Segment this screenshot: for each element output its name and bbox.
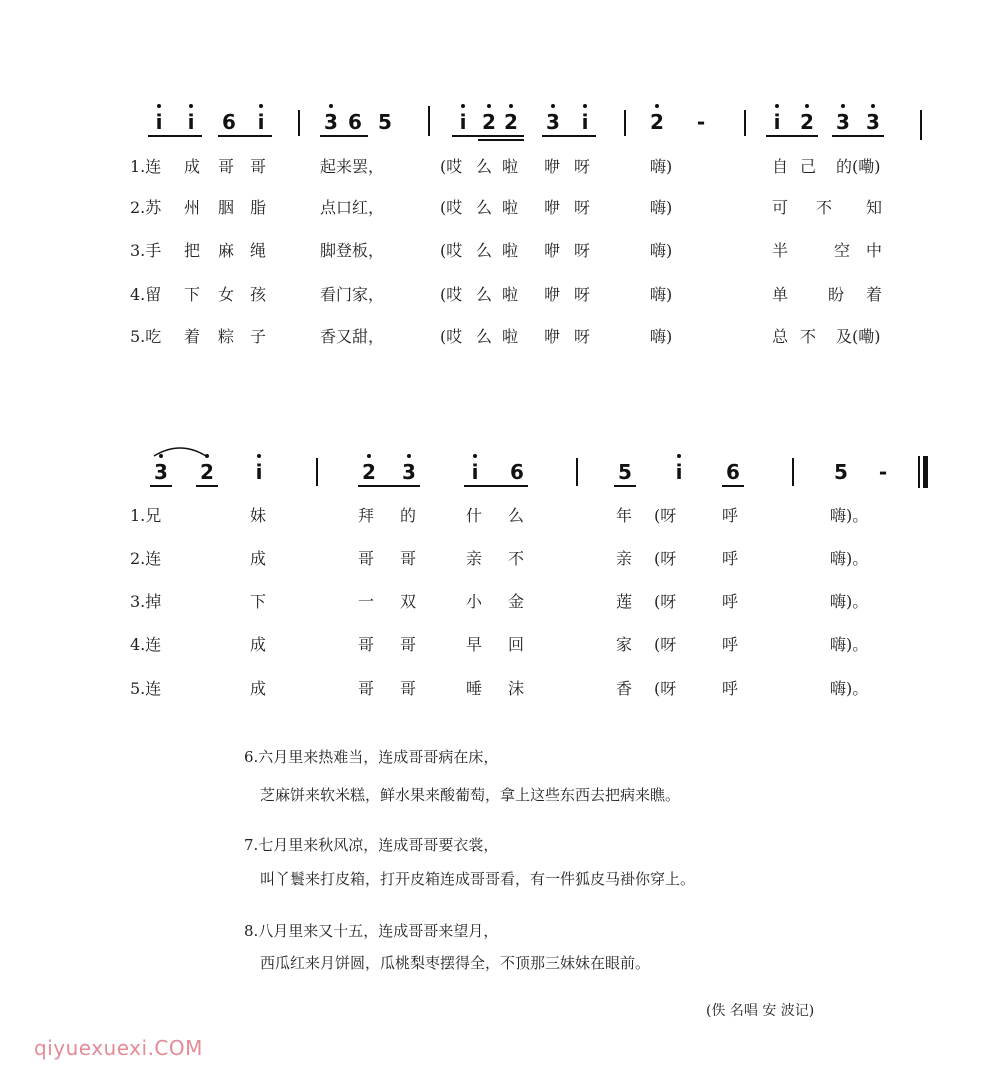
lyric-syllable: 不	[508, 549, 525, 568]
octave-dot	[805, 104, 809, 108]
lyric-syllable: 呀	[574, 241, 591, 260]
lyric-syllable: 嗨)。	[830, 549, 869, 568]
lyric-syllable: 小	[466, 592, 483, 611]
bar-line	[316, 458, 318, 486]
lyric-syllable: 莲	[616, 592, 633, 611]
lyric-syllable: 及(嘞)	[836, 327, 881, 346]
lyric-syllable: 呀	[574, 157, 591, 176]
octave-dot	[841, 104, 845, 108]
note: i	[187, 110, 195, 134]
rhythm-underline	[766, 135, 818, 137]
lyric-syllable: 拜	[358, 506, 375, 525]
note: i	[773, 110, 781, 134]
octave-dot	[775, 104, 779, 108]
lyric-syllable: 回	[508, 635, 525, 654]
lyric-syllable: 总	[772, 327, 789, 346]
rhythm-underline	[218, 135, 272, 137]
lyric-syllable: 盼	[828, 285, 845, 304]
lyric-syllable: 嗨)。	[830, 635, 869, 654]
lyric-syllable: 亲	[466, 549, 483, 568]
lyric-syllable: 的	[400, 506, 417, 525]
lyric-syllable: 成	[250, 635, 267, 654]
lyric-syllable: 哥	[358, 679, 375, 698]
lyric-syllable: 1.连	[130, 157, 162, 176]
lyric-syllable: 3.掉	[130, 592, 162, 611]
note: i	[581, 110, 589, 134]
octave-dot	[367, 454, 371, 458]
lyric-syllable: 看门家，	[320, 285, 385, 304]
lyric-syllable: 绳	[250, 241, 267, 260]
performer-credit: (佚 名唱 安 波记)	[706, 1003, 815, 1019]
lyric-syllable: 嗨)	[650, 285, 673, 304]
lyric-syllable: 呀	[574, 327, 591, 346]
rhythm-underline	[722, 485, 744, 487]
lyric-syllable: 呼	[722, 549, 739, 568]
lyric-syllable: 唾	[466, 679, 483, 698]
verse-6-line-1: 6.六月里来热难当，连成哥哥病在床，	[244, 748, 499, 766]
rhythm-underline	[150, 485, 172, 487]
note: 5	[378, 110, 392, 134]
lyric-syllable: 成	[250, 549, 267, 568]
verse-6-line-2: 芝麻饼来软米糕，鲜水果来酸葡萄，拿上这些东西去把病来瞧。	[260, 786, 681, 804]
note: 6	[348, 110, 362, 134]
lyric-syllable: 么	[476, 198, 493, 217]
lyric-syllable: 咿	[544, 198, 561, 217]
rhythm-underline	[464, 485, 528, 487]
lyric-syllable: 年	[616, 506, 633, 525]
lyric-syllable: 哥	[358, 549, 375, 568]
note: i	[257, 110, 265, 134]
lyric-syllable: 金	[508, 592, 525, 611]
lyric-syllable: 2.苏	[130, 198, 162, 217]
lyric-syllable: 啦	[502, 285, 519, 304]
rhythm-underline	[614, 485, 636, 487]
note: 2	[504, 110, 518, 134]
lyric-syllable: 女	[218, 285, 235, 304]
lyric-syllable: 哥	[400, 549, 417, 568]
note: 2	[800, 110, 814, 134]
octave-dot	[257, 454, 261, 458]
lyric-syllable: 脂	[250, 198, 267, 217]
rhythm-underline	[320, 135, 368, 137]
lyric-syllable: 哥	[400, 679, 417, 698]
octave-dot	[677, 454, 681, 458]
note: 3	[836, 110, 850, 134]
lyric-syllable: 空	[834, 241, 851, 260]
note: 3	[154, 460, 168, 484]
lyric-syllable: 呼	[722, 506, 739, 525]
lyric-syllable: 呀	[574, 198, 591, 217]
bar-line	[624, 110, 626, 136]
bar-line	[792, 458, 794, 486]
lyric-syllable: 啦	[502, 198, 519, 217]
rhythm-underline	[478, 139, 524, 141]
lyric-syllable: 咿	[544, 327, 561, 346]
octave-dot	[509, 104, 513, 108]
lyric-syllable: 4.连	[130, 635, 162, 654]
note: i	[471, 460, 479, 484]
lyric-syllable: 么	[476, 327, 493, 346]
lyric-syllable: 什	[466, 506, 483, 525]
note: 2	[362, 460, 376, 484]
octave-dot	[655, 104, 659, 108]
lyric-syllable: 啦	[502, 241, 519, 260]
lyric-syllable: 哥	[400, 635, 417, 654]
lyric-syllable: 粽	[218, 327, 235, 346]
lyric-syllable: 呼	[722, 635, 739, 654]
lyric-syllable: 孩	[250, 285, 267, 304]
lyric-syllable: 5.吃	[130, 327, 162, 346]
bar-line	[428, 106, 430, 136]
lyric-syllable: 家	[616, 635, 633, 654]
octave-dot	[583, 104, 587, 108]
lyric-syllable: 不	[816, 198, 833, 217]
lyric-syllable: (哎	[440, 327, 463, 346]
lyric-syllable: 嗨)	[650, 198, 673, 217]
lyric-syllable: 哥	[250, 157, 267, 176]
lyric-syllable: 己	[800, 157, 817, 176]
verse-8-line-1: 8.八月里来又十五，连成哥哥来望月，	[244, 922, 499, 940]
lyric-syllable: 咿	[544, 241, 561, 260]
lyric-syllable: 麻	[218, 241, 235, 260]
lyric-syllable: 成	[250, 679, 267, 698]
lyric-syllable: 嗨)。	[830, 506, 869, 525]
lyric-syllable: 么	[476, 157, 493, 176]
lyric-syllable: 啦	[502, 157, 519, 176]
lyric-syllable: 香又甜，	[320, 327, 385, 346]
lyric-syllable: 嗨)	[650, 241, 673, 260]
lyric-syllable: 下	[184, 285, 201, 304]
lyric-syllable: 嗨)。	[830, 679, 869, 698]
bar-line	[744, 110, 746, 136]
lyric-syllable: 一	[358, 592, 375, 611]
octave-dot	[407, 454, 411, 458]
lyric-syllable: 3.手	[130, 241, 162, 260]
rhythm-underline	[196, 485, 218, 487]
note: 2	[650, 110, 664, 134]
lyric-syllable: 下	[250, 592, 267, 611]
final-bar-line	[918, 456, 920, 488]
lyric-syllable: 脚登板，	[320, 241, 385, 260]
lyric-syllable: 亲	[616, 549, 633, 568]
lyric-syllable: 可	[772, 198, 789, 217]
bar-line	[298, 110, 300, 136]
lyric-syllable: (哎	[440, 157, 463, 176]
note: 2	[482, 110, 496, 134]
octave-dot	[329, 104, 333, 108]
lyric-syllable: (呀	[654, 592, 677, 611]
note: 5	[618, 460, 632, 484]
watermark-logo: qiyuexuexi.COM	[34, 1036, 203, 1060]
lyric-syllable: 半	[772, 241, 789, 260]
lyric-syllable: 嗨)	[650, 327, 673, 346]
lyric-syllable: 么	[476, 285, 493, 304]
lyric-syllable: (呀	[654, 506, 677, 525]
note: 3	[402, 460, 416, 484]
lyric-syllable: 啦	[502, 327, 519, 346]
note: 2	[200, 460, 214, 484]
note: 6	[726, 460, 740, 484]
note: i	[155, 110, 163, 134]
octave-dot	[189, 104, 193, 108]
lyric-syllable: 把	[184, 241, 201, 260]
lyric-syllable: (哎	[440, 198, 463, 217]
note: -	[696, 110, 706, 134]
octave-dot	[205, 454, 209, 458]
verse-7-line-2: 叫丫鬟来打皮箱，打开皮箱连成哥哥看，有一件狐皮马褂你穿上。	[260, 870, 696, 888]
octave-dot	[487, 104, 491, 108]
lyric-syllable: 么	[508, 506, 525, 525]
lyric-syllable: 着	[866, 285, 883, 304]
lyric-syllable: 着	[184, 327, 201, 346]
lyric-syllable: 哥	[218, 157, 235, 176]
octave-dot	[159, 454, 163, 458]
octave-dot	[473, 454, 477, 458]
note: -	[878, 460, 888, 484]
octave-dot	[551, 104, 555, 108]
note: 6	[222, 110, 236, 134]
note: 5	[834, 460, 848, 484]
lyric-syllable: 单	[772, 285, 789, 304]
note: 3	[324, 110, 338, 134]
lyric-syllable: (呀	[654, 635, 677, 654]
rhythm-underline	[358, 485, 420, 487]
lyric-syllable: 4.留	[130, 285, 162, 304]
lyric-syllable: 哥	[358, 635, 375, 654]
lyric-syllable: 子	[250, 327, 267, 346]
note: i	[675, 460, 683, 484]
final-bar-line-thick	[923, 456, 928, 488]
lyric-syllable: 么	[476, 241, 493, 260]
lyric-syllable: 中	[866, 241, 883, 260]
note: 6	[510, 460, 524, 484]
lyric-syllable: 成	[184, 157, 201, 176]
lyric-syllable: 呀	[574, 285, 591, 304]
octave-dot	[871, 104, 875, 108]
lyric-syllable: 不	[800, 327, 817, 346]
lyric-syllable: 早	[466, 635, 483, 654]
lyric-syllable: 香	[616, 679, 633, 698]
octave-dot	[461, 104, 465, 108]
note: 3	[546, 110, 560, 134]
lyric-syllable: 咿	[544, 157, 561, 176]
lyric-syllable: 嗨)	[650, 157, 673, 176]
lyric-syllable: 咿	[544, 285, 561, 304]
lyric-syllable: 胭	[218, 198, 235, 217]
lyric-syllable: 双	[400, 592, 417, 611]
lyric-syllable: 点口红，	[320, 198, 385, 217]
note: 3	[866, 110, 880, 134]
note: i	[459, 110, 467, 134]
verse-7-line-1: 7.七月里来秋风凉，连成哥哥要衣裳，	[244, 836, 499, 854]
rhythm-underline	[148, 135, 202, 137]
rhythm-underline	[832, 135, 884, 137]
lyric-syllable: 呼	[722, 679, 739, 698]
lyric-syllable: (呀	[654, 549, 677, 568]
rhythm-underline	[542, 135, 596, 137]
lyric-syllable: 5.连	[130, 679, 162, 698]
octave-dot	[157, 104, 161, 108]
rhythm-underline	[452, 135, 524, 137]
lyric-syllable: 嗨)。	[830, 592, 869, 611]
lyric-syllable: (哎	[440, 241, 463, 260]
bar-line	[576, 458, 578, 486]
lyric-syllable: 的(嘞)	[836, 157, 881, 176]
lyric-syllable: 自	[772, 157, 789, 176]
note: i	[255, 460, 263, 484]
lyric-syllable: (哎	[440, 285, 463, 304]
lyric-syllable: 1.兄	[130, 506, 162, 525]
lyric-syllable: 妹	[250, 506, 267, 525]
bar-line	[920, 110, 922, 140]
lyric-syllable: 知	[866, 198, 883, 217]
lyric-syllable: (呀	[654, 679, 677, 698]
lyric-syllable: 2.连	[130, 549, 162, 568]
verse-8-line-2: 西瓜红来月饼圆，瓜桃梨枣摆得全，不顶那三妹妹在眼前。	[260, 954, 651, 972]
lyric-syllable: 沫	[508, 679, 525, 698]
lyric-syllable: 呼	[722, 592, 739, 611]
lyric-syllable: 州	[184, 198, 201, 217]
octave-dot	[259, 104, 263, 108]
lyric-syllable: 起来罢，	[320, 157, 385, 176]
